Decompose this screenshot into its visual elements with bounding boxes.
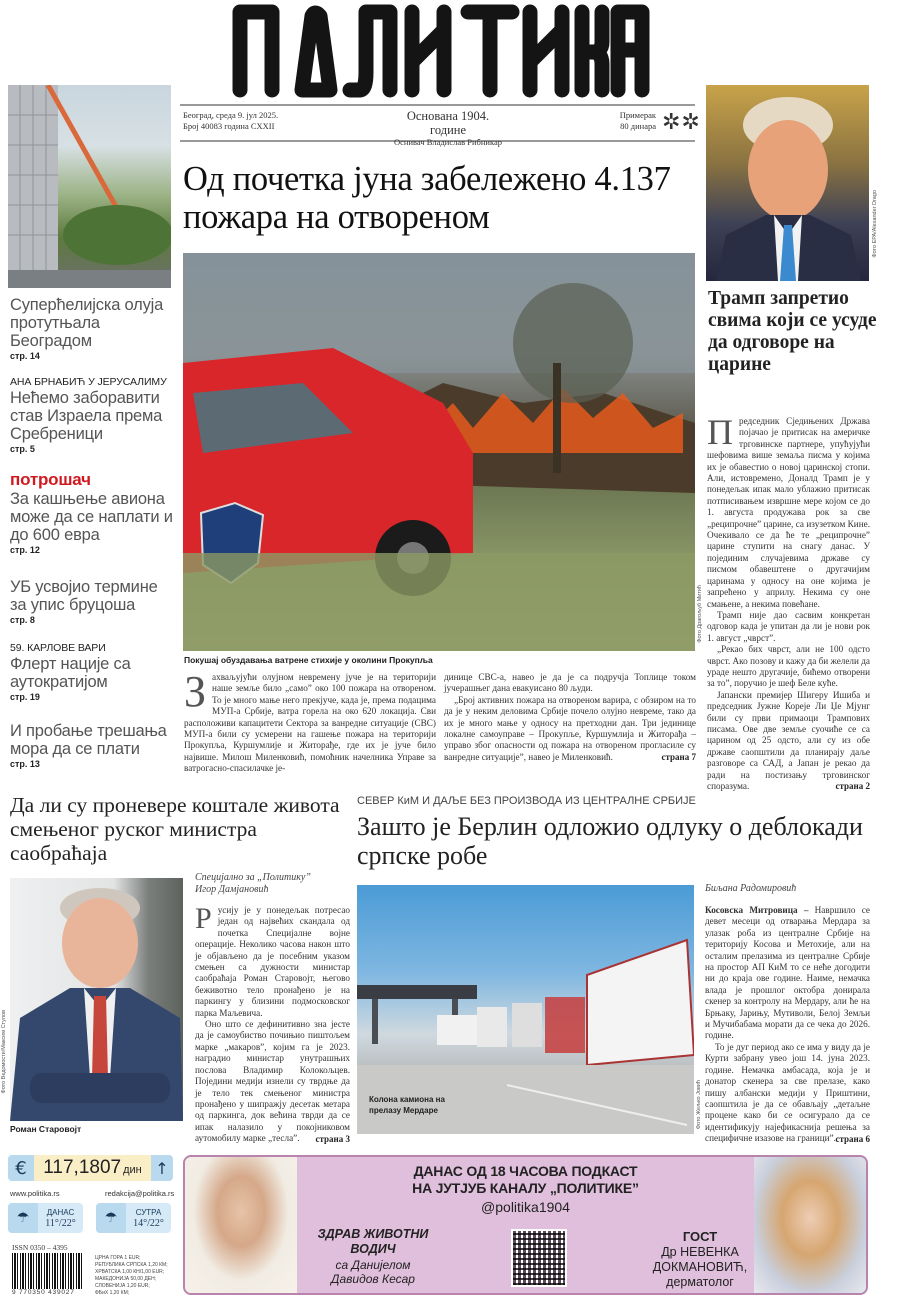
trump-headline[interactable]: Трамп запретио свима који се усуде да одговоре на царине [708, 288, 877, 375]
dropcap: Р [195, 902, 212, 935]
trump-story-paragraph: „Рекао бих чврст, али не 100 одсто чврст. Ако позову и кажу да би желели да ураде нешто другачије, бићемо отворени за то”, поручио је шеф Беле куће. [707, 644, 870, 689]
construction-crane-photo[interactable] [8, 85, 171, 288]
email-link[interactable]: redakcija@politika.rs [105, 1189, 175, 1198]
crane-illustration [8, 85, 171, 288]
teaser-ub[interactable] [10, 578, 175, 625]
byline-source: Специјално за „Политику” [195, 872, 311, 883]
issue-date: Београд, среда 9. јул 2025. [183, 110, 279, 120]
podcast-title [297, 1163, 754, 1197]
teaser-headline[interactable]: И пробање трешања мора да се плати [10, 722, 167, 758]
founded-line: Основана 1904. године [406, 109, 490, 137]
minister-story-page-link[interactable]: страна 3 [315, 1133, 350, 1144]
main-story-text: ахваљујући олујном невремену јуче је на територији наше земље било „само” око 100 пожара на отвореном. То је много мање него прекјуче, када је, према подацима МУП-а Србије, ватра горела на око 620 локација. Сви расположиви капацитети Сектора за ванредне ситуације (СВС) МУП-а били су усмерени на гашење пожара на територији Прокупља, Куршумлије и Житорађе, где их је јуче било највише. Милош Миленковић, помоћник начелника Управе за ватрогасно-спасилачке је- [184, 672, 436, 774]
trump-story-paragraph: Трамп није дао сасвим конкретан одговор када је упитан да ли је нови рок 1. август „чврст”. [707, 609, 870, 643]
guest-photo [754, 1157, 866, 1293]
host-photo [185, 1157, 297, 1293]
teaser-flights[interactable] [10, 470, 175, 555]
photo-credit: Фото EPA/Alexander Drago [872, 190, 878, 258]
website-link[interactable]: www.politika.rs [10, 1189, 60, 1198]
qr-code-icon[interactable] [511, 1229, 567, 1287]
teaser-page: стр. 12 [10, 545, 40, 555]
byline-author: Игор Дамјановић [195, 884, 269, 895]
guest-name-line: ДОКМАНОВИЋ, [652, 1260, 748, 1274]
trump-story-body [707, 412, 870, 792]
trump-photo[interactable] [706, 85, 869, 281]
price-line: МАКЕДОНИЈА 50,00 ДЕН; [95, 1276, 157, 1282]
regional-prices [95, 1255, 180, 1297]
trump-story-page-link[interactable]: страна 2 [835, 781, 870, 792]
teaser-headline[interactable]: Суперћелијска олуја протутњала Београдом [10, 296, 164, 350]
trump-story-paragraph: Јапански премијер Шигеру Ишиба и председник Јужне Кореје Ли Џе Мјунг били су први примаоци Трампових писама. Ове две земље суочиће се са царином од 25 одсто, али су из обе државе саопштили да планирају даље разговоре са САД, а Јапан је рекао да ради на постизању трговинског споразума. [707, 689, 870, 791]
minister-headline[interactable]: Да ли су проневере коштале живота смењеног руског министра саобраћаја [10, 793, 340, 865]
host-name [303, 1258, 443, 1286]
price-line: ФБиХ 1,20 КМ; [95, 1290, 130, 1296]
price-line: РЕПУБЛИКА СРПСКА 1,20 КМ; [95, 1262, 168, 1268]
teaser-kicker: АНА БРНАБИЋ У ЈЕРУСАЛИМУ [10, 376, 167, 388]
main-story-col1 [184, 667, 436, 775]
host-name-line: са Данијелом [335, 1258, 411, 1272]
podcast-title-line: ДАНАС ОД 18 ЧАСОВА ПОДКАСТ [413, 1163, 638, 1179]
fire-photo[interactable] [183, 253, 695, 651]
guest-title: дерматолог [666, 1275, 734, 1289]
price-line: СЛОВЕНИЈА 1,20 EUR; [95, 1283, 150, 1289]
arrow-up-icon: ↑ [151, 1155, 173, 1181]
berlin-story-page-link[interactable]: страна 6 [835, 1133, 870, 1144]
guest-label: ГОСТ [682, 1229, 718, 1244]
teaser-page: стр. 5 [10, 444, 35, 454]
issue-number: Број 40083 година CXXII [183, 121, 275, 131]
teaser-kicker: 59. КАРЛОВЕ ВАРИ [10, 642, 106, 654]
exchange-rate-value: 117,1807 [43, 1157, 122, 1178]
edition-stars-icon: ✲✲ [662, 110, 701, 135]
barcode-icon [12, 1253, 84, 1289]
podcast-banner[interactable] [183, 1155, 868, 1295]
dateline: Косовска Митровица – [705, 905, 809, 915]
price-line: ЦРНА ГОРА 1 EUR; [95, 1255, 141, 1261]
host-name-line: Давидов Кесар [331, 1272, 415, 1286]
berlin-byline: Биљана Радомировић [705, 883, 797, 894]
teaser-page: стр. 14 [10, 351, 40, 361]
guest-name [645, 1245, 755, 1290]
main-story-paragraph: „Број активних пожара на отвореном варира, с обзиром на то да је у неким деловима Србије почело олујно невреме, тако да их је много мање у односу на претходни дан. Три јединице локалне самоуправе – Прокупље, Куршумлија и Житорађа – управо због опасности од пожара на отвореном прогласиле су ванредне ситуације”, навео је Миленковић. [444, 694, 696, 762]
teaser-headline[interactable]: За кашњење авиона може да се наплати и до 600 евра [10, 490, 173, 544]
main-story-page-link[interactable]: страна 7 [661, 752, 696, 763]
teaser-headline[interactable]: Нећемо заборавити став Израела према Сребреници [10, 389, 163, 443]
minister-story-body [195, 902, 350, 1145]
youtube-handle[interactable]: @politika1904 [481, 1199, 570, 1215]
minister-story-paragraph: Оно што се дефинитивно зна јесте да је самоубиство почињио пиштољем марке „макаров”, којим га је 2023. наградио министар унутрашњих послова Владимир Колокољцев. Поједини медији изнели су тврдње да је тело тек смењеног министра пронађено у шипражју десетак метара од паркинга, док већина тврди да се ипак налазило у покојниковом аутомобилу марке „тесла”. [195, 1019, 350, 1144]
minister-photo-caption: Роман Старовојт [10, 1124, 82, 1134]
copy-price: 80 динара [620, 121, 656, 131]
main-headline[interactable]: Од почетка јуна забележено 4.137 пожара на отвореном [183, 160, 671, 236]
teaser-karlovy-vary[interactable] [10, 642, 175, 702]
portrait-illustration [10, 878, 183, 1121]
teaser-brnabic[interactable] [10, 376, 175, 454]
fire-photo-caption: Покушај обуздавања ватрене стихије у околини Прокупља [184, 655, 433, 665]
main-story-paragraph: динице СВС-а, навео је да је са подручја Топлице током јучерашњег дана евакуисано 80 људи. [444, 672, 696, 694]
teaser-page: стр. 8 [10, 615, 35, 625]
berlin-headline[interactable]: Зашто је Берлин одложио одлуку о деблокади српске робе [357, 812, 863, 870]
weather-tomorrow [96, 1203, 171, 1233]
founder-line: Оснивач Владислав Рибникар [394, 137, 502, 147]
photo-credit: Фото Жељко Јовић [696, 1080, 702, 1130]
starovoit-photo[interactable] [10, 878, 183, 1121]
teaser-page: стр. 19 [10, 692, 40, 702]
show-name [303, 1227, 443, 1257]
barcode-number: 9 770350 439027 [12, 1289, 75, 1296]
price-line: ХРВАТСКА 1,00 КН/1,00 EUR; [95, 1269, 165, 1275]
photo-credit: Фото Ведомости/Максим Стулов [1, 1010, 7, 1094]
berlin-kicker: СЕВЕР КиМ И ДАЉЕ БЕЗ ПРОИЗВОДА ИЗ ЦЕНТРАЛНЕ СРБИЈЕ [357, 795, 696, 807]
rain-cloud-icon: ☂ [8, 1203, 38, 1233]
guest-name-line: Др НЕВЕНКА [661, 1245, 739, 1259]
weather-label: СУТРА [135, 1208, 162, 1217]
issn-label: ISSN 0350 – 4395 [12, 1243, 68, 1252]
weather-today [8, 1203, 83, 1233]
weather-label: ДАНАС [46, 1208, 75, 1217]
teaser-page: стр. 13 [10, 759, 40, 769]
potrosac-section-label: потрошач [10, 470, 91, 489]
euro-icon: € [8, 1155, 34, 1181]
exchange-rate-unit: дин [123, 1164, 142, 1176]
photo-credit: Фото Драгољуб Митић [697, 585, 703, 643]
trucks-photo-caption: Колона камиона на прелазу Мердаре [369, 1095, 445, 1115]
portrait-illustration [706, 85, 869, 281]
dropcap: П [707, 412, 733, 452]
masthead-info-bar [180, 104, 701, 147]
masthead-logo[interactable] [230, 0, 650, 100]
show-name-line: ВОДИЧ [350, 1242, 396, 1256]
euro-exchange-rate [8, 1155, 173, 1181]
minister-story-text: усију је у понедељак потресао један од највећих скандала од почетка Специјалне војне операције. Неколико часова након што је објављено да је посебним указом смењен са дужности министар саобраћаја Роман Старовојт, његово беживотно тело пронађено је на паркингу у близини подмосковског парка Маљевича. [195, 905, 350, 1018]
main-story-col2 [444, 672, 696, 763]
trump-story-text: редседник Сједињених Држава појачао је притисак на америчке трговинске партнере, упућујући шефовима више земаља писма у којима их је обавестио о новој царинској стопи. Али, истовремено, Доналд Трамп је у понедељак ипак мало ублажио притисак потписивањем извршне мере којом се до 1. августа продужава рок за све „реципрочне” царине, са изузетком Кине. Очекивало се да ће те „реципрочне” царине ступити на снагу данас. У појединим случајевима државе су писмом обавештене о другачијим царинама у односу на оне којима је запрећено у априлу. Некима су оне смањене, а некима повећане. [707, 416, 870, 609]
teaser-storm[interactable] [10, 296, 175, 361]
berlin-story-text: Навршило се девет месеци од отварања Мердара за улазак роба из централне Србије на територију Косова и Метохије, али на осталим прелазима из централне Србије на простор АП КиМ то се неће догодити ни до краја ове године. Наиме, немачка влада је прошлог октобра донирала скенер за контролу на Мердару, али ће на Брњаку, Јарињу, Мутиволи, Белој Земљи и Мучибабама морати да се чека до 2026. године. [705, 905, 870, 1041]
teaser-headline[interactable]: Флерт нације са аутократијом [10, 655, 131, 691]
show-name-line: ЗДРАВ ЖИВОТНИ [317, 1227, 429, 1241]
politika-logo [230, 2, 650, 98]
teaser-headline[interactable]: УБ усвојио термине за упис бруцоша [10, 578, 158, 614]
rain-cloud-icon: ☂ [96, 1203, 126, 1233]
teaser-cherries[interactable] [10, 722, 175, 769]
weather-temps: 11°/22° [45, 1218, 76, 1229]
dropcap: З [184, 667, 207, 716]
berlin-story-body [705, 905, 870, 1145]
issn-barcode [12, 1243, 84, 1299]
fire-scene-illustration [183, 253, 695, 651]
podcast-title-line: НА ЈУТЈУБ КАНАЛУ „ПОЛИТИКЕ” [412, 1180, 639, 1196]
berlin-story-paragraph: То је дуг период ако се има у виду да је Курти забрану увео још 14. јуна 2023. године. Немачка амбасада, која је и донатор скенера за све прелазе, како пишу албански медији у Приштини, саопштила је да се обављају „детаљне процене како би се осигурало да се идентификују најефикаснија решења за специфичне изазове на граници”. [705, 1041, 870, 1144]
minister-byline [195, 872, 350, 896]
copy-label: Примерак [619, 110, 656, 120]
weather-temps: 14°/22° [133, 1218, 164, 1229]
